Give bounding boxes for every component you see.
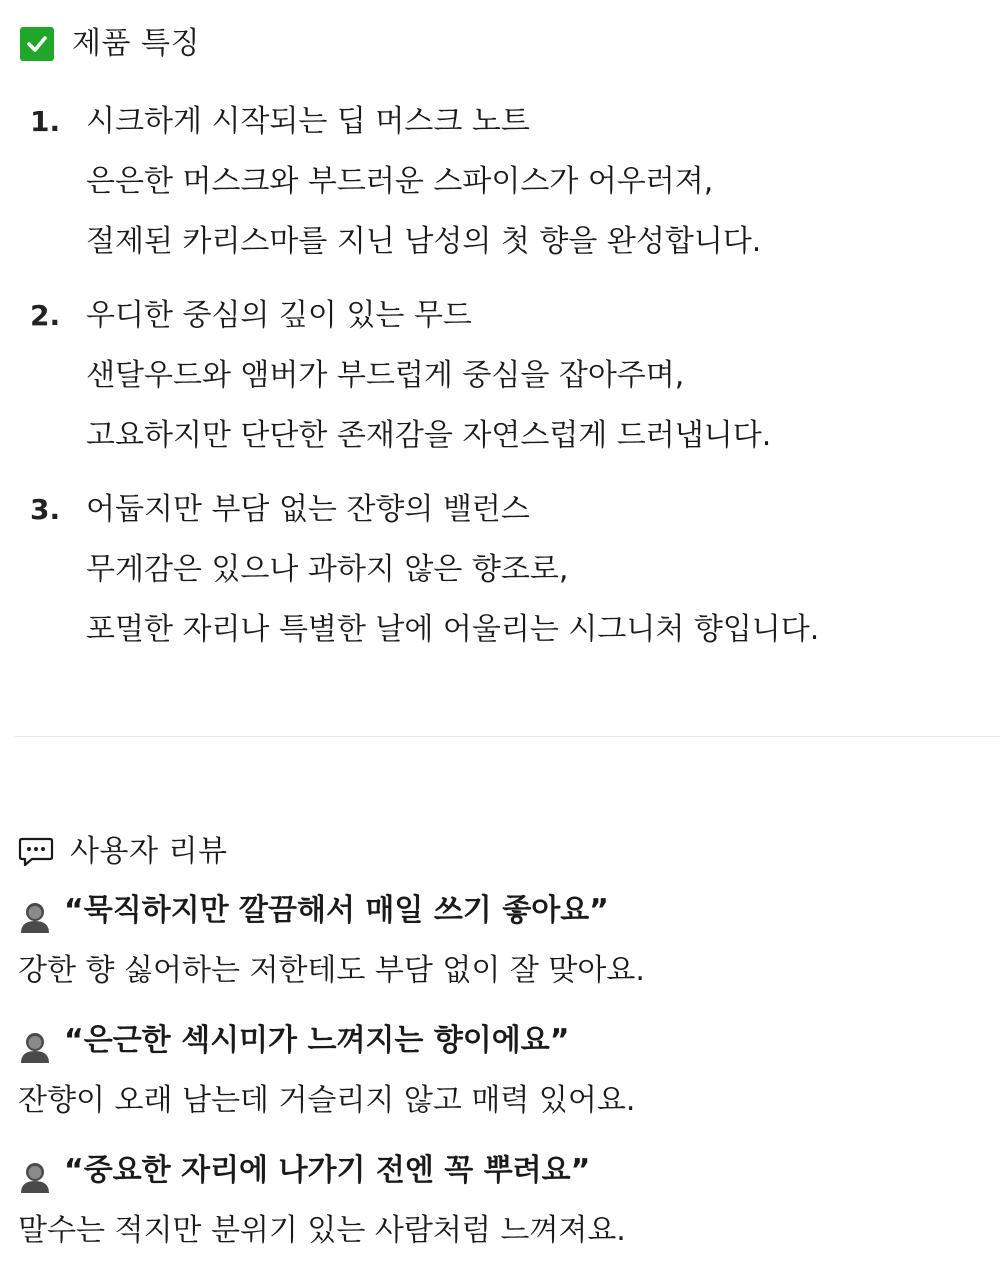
- feature-number: 2.: [30, 299, 61, 332]
- reviews-title: 사용자 리뷰: [70, 834, 228, 869]
- review-body: 말수는 적지만 분위기 있는 사람처럼 느껴져요.: [18, 1213, 626, 1248]
- feature-item: [30, 480, 990, 660]
- feature-number: 3.: [30, 493, 61, 526]
- check-box-icon: [20, 27, 54, 61]
- reviews-list: [18, 880, 988, 1270]
- review-headline-row: [18, 1140, 988, 1202]
- feature-description: 무게감은 있으나 과하지 않은 향조로,: [86, 552, 569, 587]
- review-headline-row: [18, 880, 988, 942]
- person-icon: [18, 1154, 52, 1188]
- person-icon: [18, 1024, 52, 1058]
- person-icon: [18, 894, 52, 928]
- review-body: 잔향이 오래 남는데 거슬리지 않고 매력 있어요.: [18, 1083, 636, 1118]
- feature-description: 은은한 머스크와 부드러운 스파이스가 어우러져,: [86, 164, 714, 199]
- review-item: [18, 1140, 988, 1260]
- feature-heading: 우디한 중심의 깊이 있는 무드: [86, 298, 472, 333]
- section-divider: [15, 736, 1000, 737]
- features-heading: [20, 24, 200, 64]
- review-item: [18, 1010, 988, 1130]
- review-headline-row: [18, 1010, 988, 1072]
- feature-description: 절제된 카리스마를 지닌 남성의 첫 향을 완성합니다.: [86, 224, 762, 259]
- speech-bubble-icon: [18, 836, 54, 868]
- feature-item: [30, 286, 990, 466]
- feature-heading: 어둡지만 부담 없는 잔향의 밸런스: [86, 492, 530, 527]
- reviews-heading: [18, 832, 227, 872]
- review-headline: “은근한 섹시미가 느껴지는 향이에요”: [64, 1023, 570, 1058]
- review-item: [18, 880, 988, 1000]
- review-body: 강한 향 싫어하는 저한테도 부담 없이 잘 맞아요.: [18, 953, 645, 988]
- review-headline: “중요한 자리에 나가기 전엔 꼭 뿌려요”: [64, 1153, 591, 1188]
- feature-description: 샌달우드와 앰버가 부드럽게 중심을 잡아주며,: [86, 358, 685, 393]
- feature-description: 포멀한 자리나 특별한 날에 어울리는 시그니처 향입니다.: [86, 612, 820, 647]
- feature-number: 1.: [30, 105, 61, 138]
- review-headline: “묵직하지만 깔끔해서 매일 쓰기 좋아요”: [64, 893, 609, 928]
- features-list: [30, 92, 990, 674]
- feature-item: [30, 92, 990, 272]
- feature-heading: 시크하게 시작되는 딥 머스크 노트: [86, 104, 530, 139]
- features-title: 제품 특징: [72, 26, 200, 61]
- feature-description: 고요하지만 단단한 존재감을 자연스럽게 드러냅니다.: [86, 418, 772, 453]
